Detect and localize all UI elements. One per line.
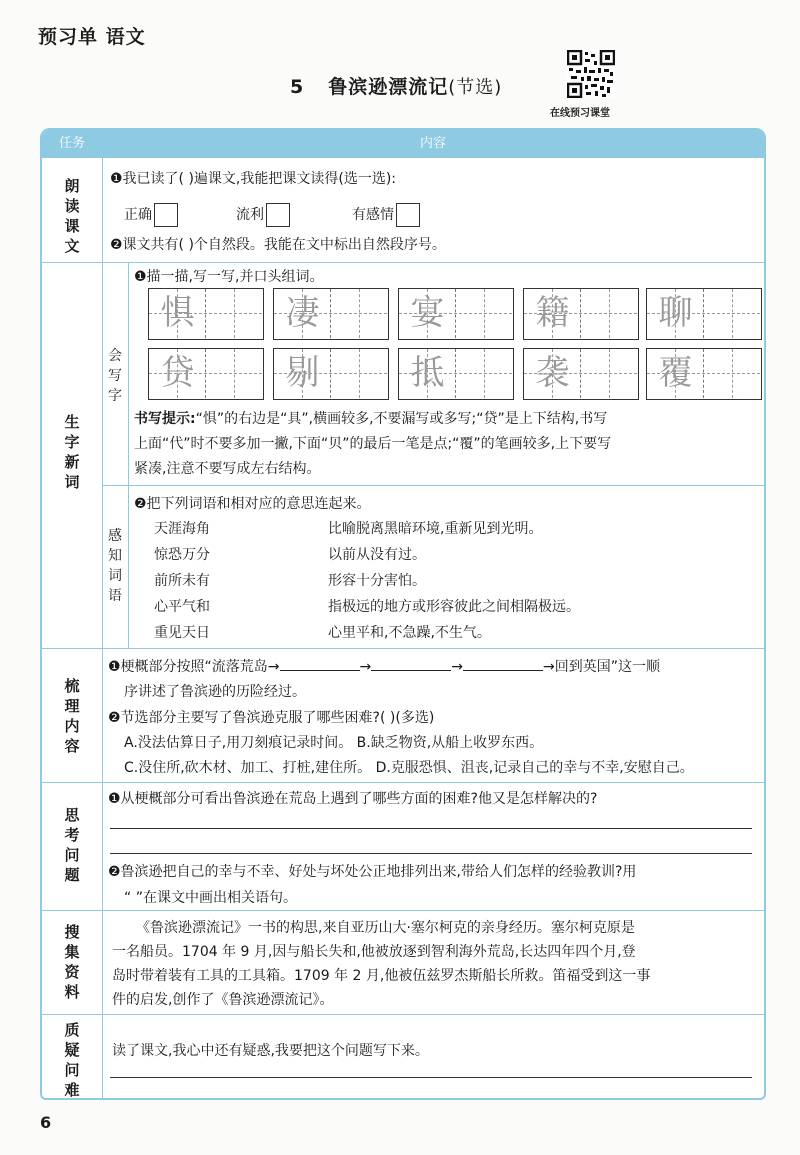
search-text-line: 一名船员。1704 年 9 月,因与船长失和,他被放逐到智利海外荒岛,长达四年四个月,登: [112, 944, 636, 960]
checkbox-correct[interactable]: [154, 203, 178, 227]
qr-code-icon[interactable]: [567, 50, 615, 98]
lesson-number: 5: [290, 76, 305, 98]
option-expressive: 有感情: [352, 203, 420, 227]
label-sort: 梳 理 内 容: [64, 677, 80, 755]
row-divider: [42, 910, 764, 911]
qr-label: 在线预习课堂: [550, 108, 610, 119]
sort-options-ab[interactable]: A.没法估算日子,用刀刻痕记录时间。 B.缺乏物资,从船上收罗东西。: [124, 735, 544, 751]
lesson-title-sub: (节选): [448, 77, 503, 98]
trace-char: 凄: [285, 293, 320, 333]
sort-question-1: ❶梗概部分按照“流落荒岛→ → → →回到英国”这一顺: [108, 656, 660, 676]
char-grid[interactable]: [398, 288, 514, 340]
sort-question-1-cont: 序讲述了鲁滨逊的历险经过。: [124, 684, 306, 700]
meaning-item[interactable]: 形容十分害怕。: [328, 573, 426, 589]
char-grid[interactable]: [148, 348, 264, 400]
trace-char: 聊: [658, 293, 693, 333]
char-grid[interactable]: [646, 348, 762, 400]
trace-char: 袭: [535, 353, 570, 393]
char-grid[interactable]: [523, 348, 639, 400]
subcolumn-divider: [128, 262, 129, 648]
row-divider: [42, 1014, 764, 1015]
header-subject: 预习单 语文: [38, 26, 146, 48]
sublabel-write: 会 写 字: [108, 348, 122, 404]
meaning-item[interactable]: 心里平和,不急躁,不生气。: [328, 625, 491, 641]
write-instruction: ❶描一描,写一写,并口头组词。: [134, 269, 324, 285]
answer-line[interactable]: [110, 1077, 752, 1078]
search-text-line: 岛时带着装有工具的工具箱。1709 年 2 月,他被伍兹罗杰斯船长所救。笛福受到这一事: [112, 968, 651, 984]
char-grid[interactable]: [273, 348, 389, 400]
checkbox-expressive[interactable]: [396, 203, 420, 227]
page-number: 6: [40, 1113, 52, 1132]
sense-instruction: ❷把下列词语和相对应的意思连起来。: [134, 496, 371, 512]
preview-table: [40, 128, 766, 1100]
answer-line[interactable]: [110, 853, 752, 854]
blank-input[interactable]: [371, 656, 451, 671]
sort-options-cd[interactable]: C.没住所,砍木材、加工、打桩,建住所。 D.克服恐惧、沮丧,记录自己的幸与不幸,安慰自己。: [124, 760, 694, 776]
row-divider: [42, 782, 764, 783]
trace-char: 覆: [658, 353, 693, 393]
think-question-2-cont: “ ”在课文中画出相关语句。: [124, 890, 297, 906]
trace-char: 宴: [410, 293, 445, 333]
think-question-1: ❶从梗概部分可看出鲁滨逊在荒岛上遇到了哪些方面的困难?他又是怎样解决的?: [108, 791, 598, 807]
trace-char: 籍: [535, 293, 570, 333]
reading-question-1: ❶我已读了( )遍课文,我能把课文读得(选一选):: [110, 171, 397, 187]
search-text-line: 件的启发,创作了《鲁滨逊漂流记》。: [112, 992, 334, 1008]
column-content: 内容: [419, 136, 446, 151]
sublabel-sense: 感 知 词 语: [108, 528, 122, 604]
column-task: 任务: [58, 136, 85, 151]
think-question-2: ❷鲁滨逊把自己的幸与不幸、好处与坏处公正地排列出来,带给人们怎样的经验教训?用: [108, 864, 637, 880]
label-words: 生 字 新 词: [64, 413, 80, 491]
trace-char: 抵: [410, 353, 445, 393]
checkbox-fluent[interactable]: [266, 203, 290, 227]
label-reading: 朗 读 课 文: [64, 177, 80, 255]
char-grid[interactable]: [523, 288, 639, 340]
char-grid[interactable]: [398, 348, 514, 400]
blank-input[interactable]: [463, 656, 543, 671]
option-correct: 正确: [124, 203, 178, 227]
writing-tip-line-2: 上面“代”时不要多加一撇,下面“贝”的最后一笔是点;“覆”的笔画较多,上下要写: [134, 436, 612, 452]
search-text-line: 《鲁滨逊漂流记》一书的构思,来自亚历山大·塞尔柯克的亲身经历。塞尔柯克原是: [136, 920, 635, 936]
trace-char: 剔: [285, 353, 320, 393]
writing-tip-line-1: 书写提示:“惧”的右边是“具”,横画较多,不要漏写或多写;“贷”是上下结构,书写: [134, 411, 608, 427]
blank-input[interactable]: [280, 656, 360, 671]
writing-tip-line-3: 紧凑,注意不要写成左右结构。: [134, 461, 321, 477]
reading-question-2: ❷课文共有( )个自然段。我能在文中标出自然段序号。: [110, 237, 446, 253]
label-doubt: 质 疑 问 难: [64, 1021, 80, 1099]
answer-line[interactable]: [110, 828, 752, 829]
trace-char: 惧: [160, 293, 195, 333]
label-think: 思 考 问 题: [64, 806, 80, 884]
term-item[interactable]: 重见天日: [154, 625, 210, 641]
lesson-title-main: 鲁滨逊漂流记: [328, 76, 449, 98]
writing-tip-label: 书写提示:: [134, 411, 196, 427]
option-fluent: 流利: [236, 203, 290, 227]
meaning-item[interactable]: 比喻脱离黑暗环境,重新见到光明。: [328, 521, 543, 537]
char-grid[interactable]: [148, 288, 264, 340]
sort-question-2: ❷节选部分主要写了鲁滨逊克服了哪些困难?( )(多选): [108, 710, 435, 726]
doubt-prompt: 读了课文,我心中还有疑惑,我要把这个问题写下来。: [112, 1043, 429, 1059]
meaning-item[interactable]: 指极远的地方或形容彼此之间相隔极远。: [328, 599, 580, 615]
term-item[interactable]: 惊恐万分: [154, 547, 210, 563]
lesson-title: [290, 72, 502, 99]
term-item[interactable]: 天涯海角: [154, 521, 210, 537]
trace-char: 贷: [160, 353, 195, 393]
char-grid[interactable]: [273, 288, 389, 340]
column-divider: [102, 158, 103, 1100]
char-grid[interactable]: [646, 288, 762, 340]
subrow-divider: [102, 485, 764, 486]
term-item[interactable]: 心平气和: [154, 599, 210, 615]
table-header: [42, 130, 764, 158]
row-divider: [42, 648, 764, 649]
meaning-item[interactable]: 以前从没有过。: [328, 547, 426, 563]
row-divider: [42, 262, 764, 263]
term-item[interactable]: 前所未有: [154, 573, 210, 589]
label-search: 搜 集 资 料: [64, 923, 80, 1001]
